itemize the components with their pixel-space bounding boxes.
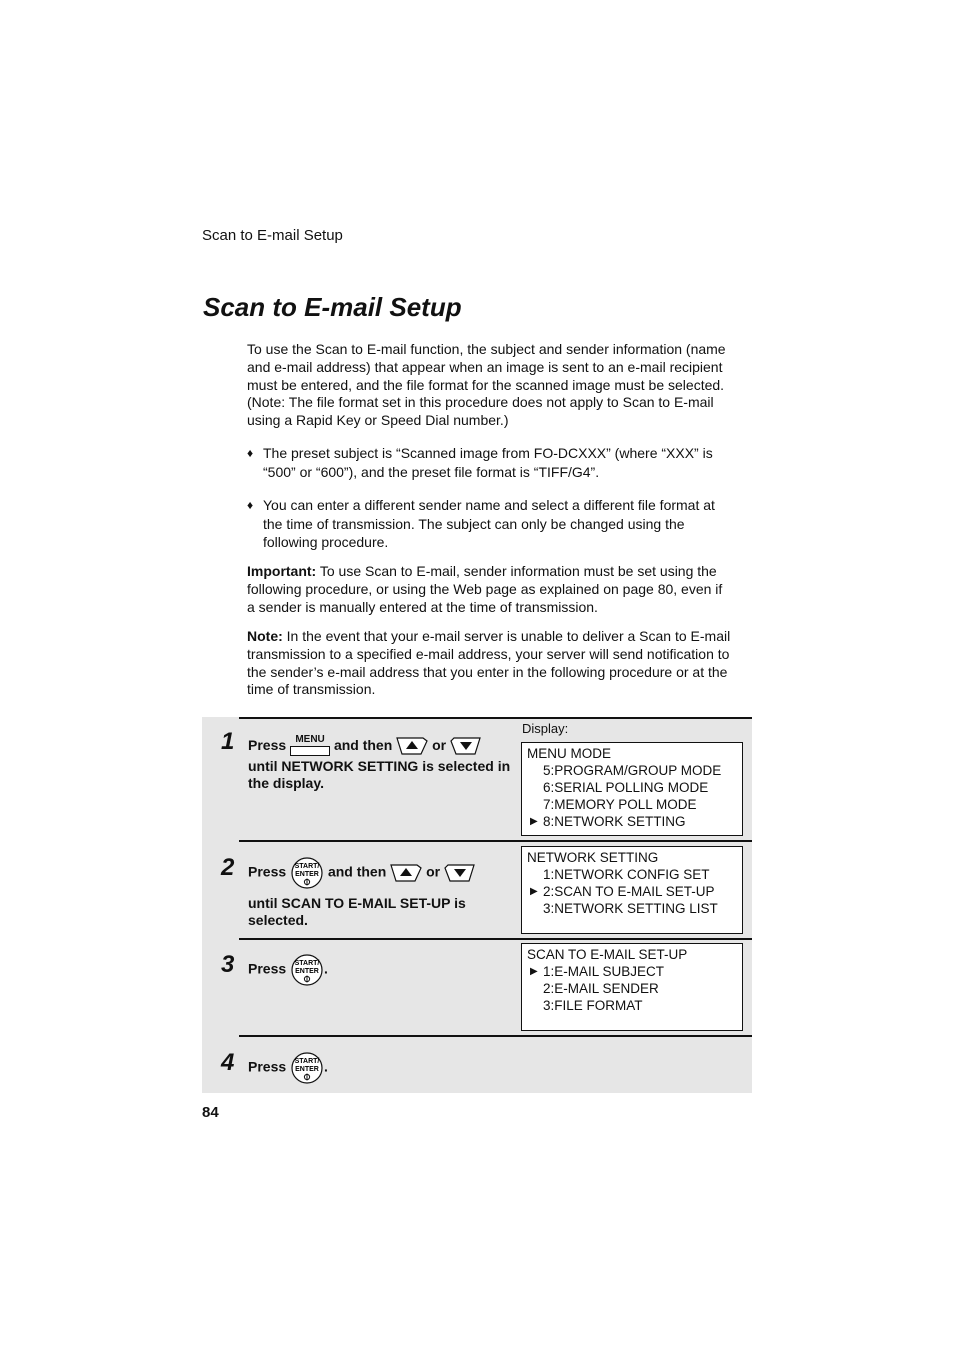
lcd-item-selected: 1:E-MAIL SUBJECT — [543, 964, 665, 979]
svg-text:ENTER: ENTER — [295, 1066, 319, 1073]
diamond-bullet-icon: ♦ — [247, 498, 254, 512]
lcd-heading: SCAN TO E-MAIL SET-UP — [527, 947, 688, 962]
step-line: the display. — [248, 774, 324, 791]
menu-key-icon — [290, 736, 330, 758]
step-divider — [239, 840, 752, 842]
step-instruction — [248, 857, 476, 928]
down-arrow-key-icon — [450, 737, 482, 755]
bullet-line: following procedure. — [263, 534, 389, 550]
up-arrow-key-icon — [396, 737, 428, 755]
svg-text:START/: START/ — [294, 1058, 320, 1065]
intro-line: To use the Scan to E-mail function, the subject and sender information (name — [247, 341, 726, 357]
step-instruction — [248, 954, 328, 986]
bullet-item — [247, 444, 739, 481]
note-line: time of transmission. — [247, 681, 376, 698]
period: . — [324, 960, 328, 977]
important-paragraph — [247, 563, 739, 616]
important-label: Important: — [247, 563, 317, 579]
step-divider — [239, 717, 752, 719]
intro-line: must be entered, and the file format for the scanned image must be selected. — [247, 376, 725, 393]
display-label: Display: — [522, 721, 569, 736]
and-then-label: and then — [333, 737, 393, 753]
and-then-label: and then — [327, 863, 387, 880]
lcd-item: 6:SERIAL POLLING MODE — [543, 780, 709, 795]
intro-line: (Note: The file format set in this procedure does not apply to Scan to E-mail — [247, 394, 714, 411]
bullet-line: the time of transmission. The subject can only be changed using the — [263, 515, 685, 532]
step-number: 4 — [221, 1049, 235, 1076]
step-line: until SCAN TO E-MAIL SET-UP is — [248, 895, 466, 911]
intro-line: and e-mail address) that appear when an image is sent to an e-mail recipient — [247, 358, 723, 375]
up-arrow-key-icon — [390, 864, 422, 882]
bullet-item — [247, 496, 739, 552]
note-line: In the event that your e-mail server is unable to deliver a Scan to E-mail — [282, 628, 731, 644]
page-title: Scan to E-mail Setup — [203, 292, 462, 322]
press-label: Press — [248, 960, 287, 977]
lcd-item-selected: 2:SCAN TO E-MAIL SET-UP — [543, 884, 715, 899]
running-head: Scan to E-mail Setup — [202, 227, 343, 244]
lcd-heading: MENU MODE — [527, 746, 611, 761]
or-label: or — [432, 737, 447, 753]
selection-pointer-icon: ▶ — [530, 816, 538, 827]
lcd-item: 1:NETWORK CONFIG SET — [543, 867, 710, 882]
start-enter-key-icon — [290, 1052, 324, 1084]
important-line: a sender is manually entered at the time of transmission. — [247, 598, 598, 615]
press-label: Press — [248, 737, 287, 753]
lcd-item: 5:PROGRAM/GROUP MODE — [543, 763, 722, 778]
svg-text:ENTER: ENTER — [295, 968, 319, 975]
selection-pointer-icon: ▶ — [530, 966, 538, 977]
start-enter-key-icon — [290, 857, 324, 889]
svg-text:START/: START/ — [294, 863, 320, 870]
svg-text:ENTER: ENTER — [295, 871, 319, 878]
step-number: 1 — [221, 728, 235, 755]
or-label: or — [426, 863, 441, 880]
period: . — [324, 1058, 328, 1075]
step-line: until NETWORK SETTING is selected in — [248, 758, 511, 774]
note-line: the sender’s e-mail address that you enter in the following procedure or at the — [247, 663, 728, 680]
step-divider — [239, 1035, 752, 1037]
selection-pointer-icon: ▶ — [530, 886, 538, 897]
step-instruction — [248, 736, 510, 791]
note-line: transmission to a specified e-mail address, your server will send notification to — [247, 645, 730, 662]
step-number: 2 — [221, 854, 235, 881]
step-instruction — [248, 1052, 328, 1084]
intro-line: using a Rapid Key or Speed Dial number.) — [247, 412, 509, 429]
step-line: selected. — [248, 911, 308, 928]
lcd-item: 3:FILE FORMAT — [543, 998, 643, 1013]
press-label: Press — [248, 863, 287, 880]
press-label: Press — [248, 1058, 287, 1075]
svg-text:START/: START/ — [294, 960, 320, 967]
note-paragraph — [247, 628, 739, 699]
lcd-heading: NETWORK SETTING — [527, 850, 659, 865]
page-number: 84 — [202, 1104, 219, 1121]
lcd-item-selected: 8:NETWORK SETTING — [543, 814, 686, 829]
step-number: 3 — [221, 951, 235, 978]
bullet-line: You can enter a different sender name and select a different file format at — [263, 497, 715, 513]
step-divider — [239, 938, 752, 940]
lcd-display-scan-to-email — [521, 943, 743, 1031]
intro-paragraph — [247, 341, 739, 430]
important-line: following procedure, or using the Web page as explained on page 80, even if — [247, 580, 723, 597]
lcd-display-menu-mode — [521, 742, 743, 836]
important-line: To use Scan to E-mail, sender information must be set using the — [316, 563, 717, 579]
lcd-item: 2:E-MAIL SENDER — [543, 981, 659, 996]
lcd-item: 3:NETWORK SETTING LIST — [543, 901, 718, 916]
bullet-line: The preset subject is “Scanned image from FO-DCXXX” (where “XXX” is — [263, 445, 713, 461]
note-label: Note: — [247, 628, 283, 644]
start-enter-key-icon — [290, 954, 324, 986]
diamond-bullet-icon: ♦ — [247, 446, 254, 460]
down-arrow-key-icon — [444, 864, 476, 882]
lcd-item: 7:MEMORY POLL MODE — [543, 797, 697, 812]
bullet-line: “500” or “600”), and the preset file format is “TIFF/G4”. — [263, 463, 600, 480]
menu-key-label: MENU — [295, 734, 325, 745]
lcd-display-network-setting — [521, 846, 743, 934]
